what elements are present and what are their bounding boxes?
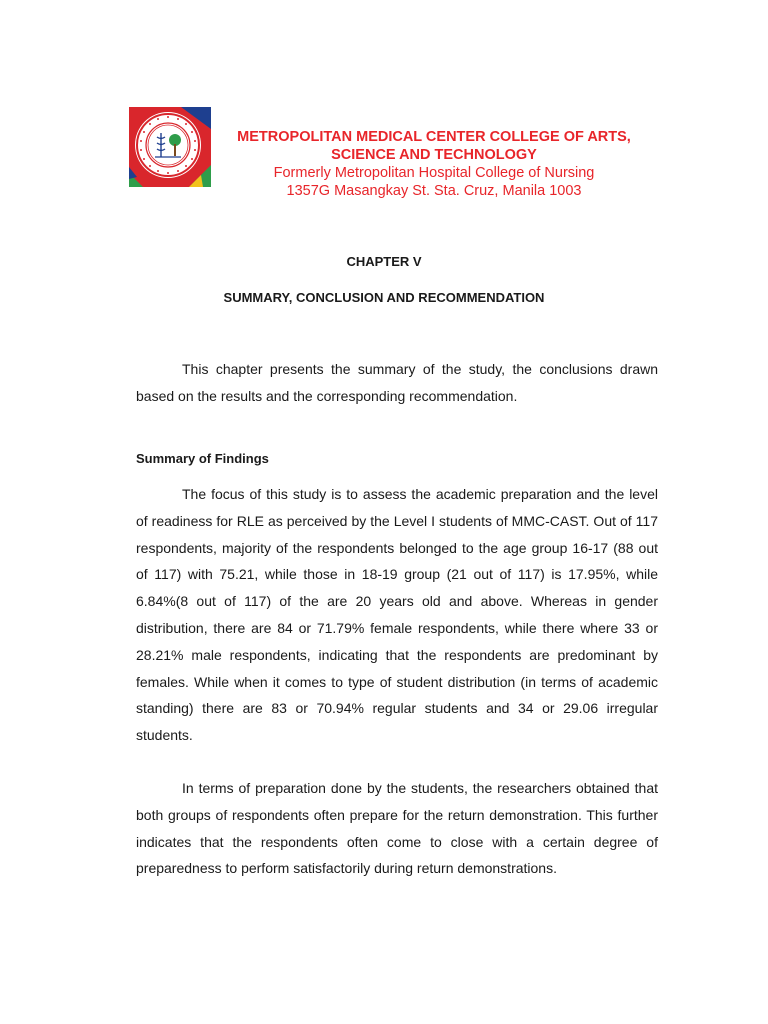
institution-header <box>215 128 653 200</box>
intro-paragraph: This chapter presents the summary of the study, the conclusions drawn based on the results and the corresponding recommendation. <box>136 361 658 404</box>
chapter-title: SUMMARY, CONCLUSION AND RECOMMENDATION <box>223 290 545 305</box>
findings-paragraph-2: In terms of preparation done by the students, the researchers obtained that both groups of respondents often prepare for the return demonstration. This further indicates that the respondents often come to close with a certain degree of preparedness to perform satisfactorily during return demonstrations. <box>136 780 658 877</box>
college-seal-icon <box>129 107 211 187</box>
institution-address: 1357G Masangkay St. Sta. Cruz, Manila 1003 <box>286 183 582 199</box>
institution-name-line2: SCIENCE AND TECHNOLOGY <box>331 147 537 163</box>
institution-name-line1: METROPOLITAN MEDICAL CENTER COLLEGE OF ARTS, <box>237 129 631 145</box>
formerly-name: Formerly Metropolitan Hospital College of Nursing <box>273 165 595 181</box>
findings-paragraph-1: The focus of this study is to assess the academic preparation and the level of readiness for RLE as perceived by the Level I students of MMC-CAST. Out of 117 respondents, majority of the respondents belonged to the age group 16-17 (88 out of 117) with 75.21, while those in 18-19 group (21 out of 117) is 17.95%, while 6.84%(8 out of 117) of the are 20 years old and above. Whereas in gender distribution, there are 84 or 71.79% female respondents, while there where 33 or 28.21% male respondents, indicating that the respondents are predominant by females. While when it comes to type of student distribution (in terms of academic standing) there are 83 or 70.94% regular students and 34 or 29.06 irregular students. <box>136 486 658 744</box>
section-heading: Summary of Findings <box>136 451 269 466</box>
chapter-number: CHAPTER V <box>346 254 422 269</box>
